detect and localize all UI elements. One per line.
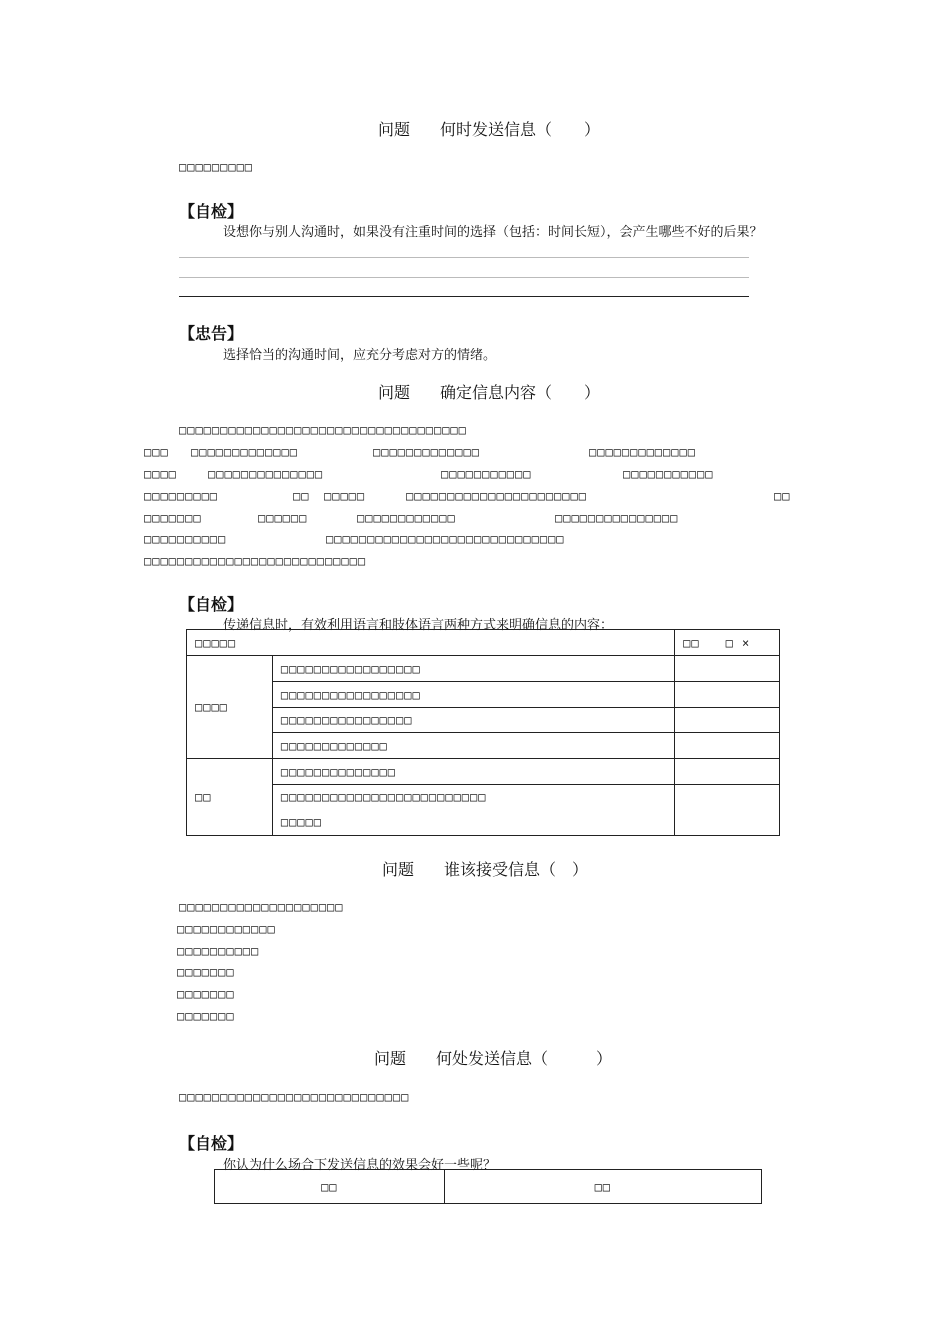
section2-paragraph-fragment: □□□□□□□□□: [144, 489, 219, 503]
table-item: □□□□□□□□□□□□□□□□: [272, 708, 674, 733]
section4-heading: [374, 1046, 612, 1069]
section4-title: 何处发送信息（ ）: [436, 1049, 613, 1068]
section1-intro: □□□□□□□□□: [179, 160, 254, 174]
section3-line: □□□□□□□□□□□□: [177, 922, 276, 936]
section2-paragraph-fragment: □□□□□□□: [144, 511, 202, 525]
table-item: □□□□□□□□□□□□□□: [272, 759, 674, 785]
section1-heading: [378, 117, 600, 140]
section1-question: 设想你与别人沟通时，如果没有注重时间的选择（包括：时间长短），会产生哪些不好的后果？: [223, 225, 763, 240]
section2-label: 问题: [378, 383, 411, 402]
section1-label: 问题: [378, 120, 411, 139]
section2-paragraph-fragment: □□□: [144, 445, 169, 459]
section2-paragraph-fragment: □□□□□□□□□□□□□□□□□□□□□□□□□□□□□: [326, 532, 565, 546]
section2-paragraph-fragment: □□□□□□□□□□□□□□□: [555, 511, 679, 525]
section1-selfcheck-tag: 【自检】: [179, 202, 244, 221]
section2-paragraph-fragment: □□□□□□: [258, 511, 308, 525]
venue-table-col1: □□: [215, 1170, 445, 1204]
section2-paragraph-fragment: □□: [774, 489, 791, 503]
table-check-cell[interactable]: [675, 733, 780, 759]
table-header-item: □□□□□: [187, 630, 675, 656]
section4-intro: □□□□□□□□□□□□□□□□□□□□□□□□□□□□: [179, 1090, 410, 1104]
section1-advice-tag: 【忠告】: [179, 324, 244, 343]
section3-title: 谁该接受信息（ ）: [444, 860, 589, 879]
section2-paragraph-fragment: □□□□□□□□□□□□: [357, 511, 456, 525]
section3-line: □□□□□□□: [177, 987, 235, 1001]
table-item: □□□□□□□□□□□□□□□□□: [272, 656, 674, 682]
table-item-line: □□□□□□□□□□□□□□□□□□□□□□□□□: [280, 790, 487, 804]
section2-paragraph-fragment: □□□□□□□□□□□□□□□□□□□□□□: [406, 489, 587, 503]
section2-paragraph-fragment: □□□□□□□□□□□□□: [191, 445, 298, 459]
section2-paragraph-fragment: □□□□□□□□□□□: [441, 467, 532, 481]
table-check-cell[interactable]: [675, 785, 780, 836]
section2-paragraph-fragment: □□□□□□□□□□□□□: [589, 445, 696, 459]
table-check-cell[interactable]: [675, 759, 780, 785]
section2-paragraph-fragment: □□□□□□□□□□□□□: [373, 445, 480, 459]
section1-advice: 选择恰当的沟通时间，应充分考虑对方的情绪。: [223, 348, 497, 363]
table-item-line: □□□□□: [280, 815, 322, 829]
venue-table-col2: □□: [444, 1170, 761, 1204]
section3-line: □□□□□□□□□□: [177, 944, 260, 958]
section1-title: 何时发送信息（ ）: [440, 120, 601, 139]
section3-line: □□□□□□□□□□□□□□□□□□□□: [179, 900, 344, 914]
table-group-label: □□□□: [187, 656, 273, 759]
table-item: □□□□□□□□□□□□□: [272, 733, 674, 759]
venue-table: [214, 1169, 762, 1204]
section2-paragraph-fragment: □□□□□□□□□□: [144, 532, 227, 546]
table-header-check: □□ □ ×: [675, 630, 780, 656]
section2-paragraph-fragment: □□□□□□□□□□□: [623, 467, 714, 481]
section4-question: 你认为什么场合下发送信息的效果会好一些呢？: [223, 1158, 497, 1173]
table-check-cell[interactable]: [675, 682, 780, 708]
answer-line[interactable]: [179, 257, 749, 258]
table-check-cell[interactable]: [675, 708, 780, 733]
section2-paragraph-fragment: □□: [293, 489, 310, 503]
section2-paragraph-line: □□□□□□□□□□□□□□□□□□□□□□□□□□□□□□□□□□□: [179, 423, 467, 437]
section4-selfcheck-tag: 【自检】: [179, 1134, 244, 1153]
table-item: [272, 785, 674, 836]
answer-line[interactable]: [179, 277, 749, 278]
section2-question: 传递信息时，有效利用语言和肢体语言两种方式来明确信息的内容：: [223, 618, 614, 633]
section4-label: 问题: [374, 1049, 407, 1068]
section2-heading: [378, 380, 600, 403]
table-group-label: □□: [187, 759, 273, 836]
section3-label: 问题: [382, 860, 415, 879]
section2-paragraph-fragment: □□□□: [144, 467, 177, 481]
section2-paragraph-fragment: □□□□□□□□□□□□□□□□□□□□□□□□□□□: [144, 554, 367, 568]
section2-paragraph-fragment: □□□□□□□□□□□□□□: [208, 467, 324, 481]
table-item: □□□□□□□□□□□□□□□□□: [272, 682, 674, 708]
section2-paragraph-fragment: □□□□□: [324, 489, 366, 503]
section3-line: □□□□□□□: [177, 1009, 235, 1023]
section3-heading: [382, 857, 588, 880]
table-check-cell[interactable]: [675, 656, 780, 682]
answer-line[interactable]: [179, 296, 749, 297]
section2-selfcheck-tag: 【自检】: [179, 595, 244, 614]
section2-title: 确定信息内容（ ）: [440, 383, 601, 402]
section3-line: □□□□□□□: [177, 965, 235, 979]
language-checklist-table: [186, 629, 780, 836]
